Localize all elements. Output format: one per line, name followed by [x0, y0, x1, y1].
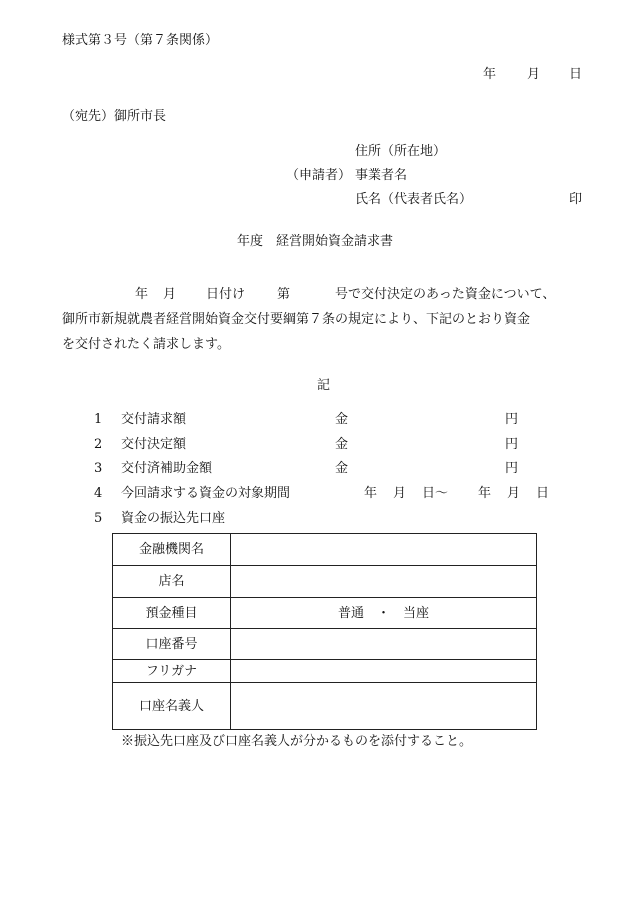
item-1-unit: 円 — [505, 412, 519, 427]
table-row-bank-name — [113, 534, 536, 565]
table-row-deposit-type — [113, 597, 536, 628]
table-row-branch — [113, 565, 536, 597]
item-1-number: 1 — [94, 412, 103, 427]
period-end-year: 年 — [478, 486, 492, 501]
form-id: 様式第３号（第７条関係） — [62, 33, 219, 48]
body-date-suffix: 日付け — [206, 287, 246, 302]
item-2-prefix: 金 — [335, 437, 349, 452]
business-label: 事業者名 — [355, 168, 408, 183]
deposit-type-options[interactable]: 普通 ・ 当座 — [337, 605, 429, 621]
item-1-label: 交付請求額 — [121, 412, 187, 427]
body-year: 年 — [135, 287, 149, 302]
seal-mark: 印 — [569, 192, 583, 207]
period-end-day: 日 — [536, 486, 550, 501]
item-3-number: 3 — [94, 461, 103, 476]
date-day: 日 — [569, 67, 583, 82]
item-2-number: 2 — [94, 437, 103, 452]
address-label: 住所（所在地） — [355, 144, 447, 159]
period-start-day: 日～ — [422, 486, 449, 501]
period-start-month: 月 — [393, 486, 407, 501]
furigana-label: フリガナ — [113, 660, 231, 682]
account-number-field[interactable] — [231, 629, 536, 659]
item-4-label: 今回請求する資金の対象期間 — [121, 486, 291, 501]
table-row-furigana — [113, 659, 536, 682]
table-row-holder — [113, 682, 536, 729]
date-month: 月 — [527, 67, 541, 82]
account-number-label: 口座番号 — [113, 629, 231, 659]
furigana-field[interactable] — [231, 660, 536, 682]
document-title: 年度 経営開始資金請求書 — [237, 234, 394, 249]
item-2-label: 交付決定額 — [121, 437, 187, 452]
item-1-prefix: 金 — [335, 412, 349, 427]
item-5-number: 5 — [94, 511, 103, 526]
deposit-type-label: 預金種目 — [113, 598, 231, 628]
item-3-label: 交付済補助金額 — [121, 461, 213, 476]
bank-account-table — [112, 533, 537, 730]
branch-label: 店名 — [113, 566, 231, 597]
item-5-label: 資金の振込先口座 — [121, 511, 226, 526]
period-start-year: 年 — [364, 486, 378, 501]
body-line2: 御所市新規就農者経営開始資金交付要綱第７条の規定により、下記のとおり資金 — [62, 312, 531, 327]
date-year: 年 — [483, 67, 497, 82]
addressee: （宛先）御所市長 — [62, 109, 167, 124]
table-row-account-number — [113, 628, 536, 659]
holder-label: 口座名義人 — [113, 683, 231, 729]
holder-field[interactable] — [231, 683, 536, 729]
item-3-prefix: 金 — [335, 461, 349, 476]
body-line3: を交付されたく請求します。 — [62, 337, 230, 352]
item-3-unit: 円 — [505, 461, 519, 476]
item-4-number: 4 — [94, 486, 103, 501]
ki-heading: 記 — [317, 378, 331, 393]
body-month: 月 — [163, 287, 177, 302]
name-label: 氏名（代表者氏名） — [355, 192, 473, 207]
period-end-month: 月 — [507, 486, 521, 501]
bank-name-field[interactable] — [231, 534, 536, 565]
branch-field[interactable] — [231, 566, 536, 597]
item-2-unit: 円 — [505, 437, 519, 452]
applicant-role: （申請者） — [286, 168, 352, 183]
attachment-note: ※振込先口座及び口座名義人が分かるものを添付すること。 — [121, 734, 473, 749]
body-number-prefix: 第 — [277, 287, 291, 302]
body-line1-rest: 号で交付決定のあった資金について、 — [335, 287, 556, 302]
bank-name-label: 金融機関名 — [113, 534, 231, 565]
